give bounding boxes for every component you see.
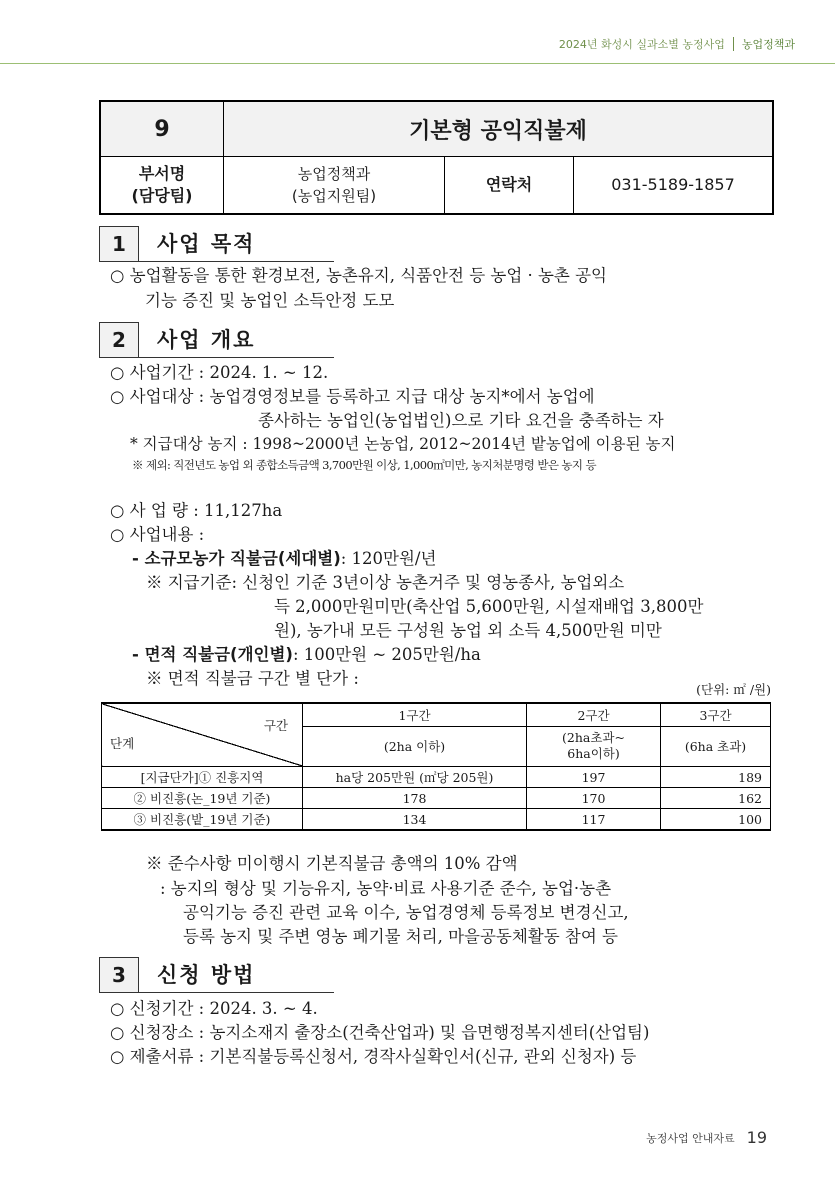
- overview-note-1: * 지급대상 농지 : 1998~2000년 논농업, 2012~2014년 밭농업에 이용된 농지: [130, 435, 676, 453]
- overview-target-1: ○ 사업대상 : 농업경영정보를 등록하고 지급 대상 농지*에서 농업에: [110, 387, 595, 406]
- dept-label-line2: (담당팀): [131, 186, 193, 205]
- row-zone1: ha당 205만원 (㎡당 205원): [303, 767, 527, 788]
- criteria-line-2: 득 2,000만원미만(축산업 5,600만원, 시설재배업 3,800만: [274, 597, 704, 616]
- section-heading-overview: [99, 322, 255, 358]
- table-row: [102, 788, 771, 809]
- row-zone3: 189: [661, 767, 771, 788]
- zone-range-3: (6ha 초과): [661, 726, 771, 766]
- header-doc-title: 2024년 화성시 실과소별 농정사업: [558, 38, 725, 51]
- purpose-line-2: 기능 증진 및 농업인 소득안정 도모: [145, 291, 395, 310]
- zone-range-2-line1: (2ha초과~: [562, 730, 625, 746]
- contact-value: 031-5189-1857: [574, 157, 774, 215]
- program-info-table: [99, 100, 774, 215]
- footer-title: 농정사업 안내자료: [646, 1131, 735, 1145]
- zone-range-1: (2ha 이하): [303, 726, 527, 766]
- overview-note-2: ※ 제외: 직전년도 농업 외 종합소득금액 3,700만원 이상, 1,000㎡미만, 농지처분명령 받은 농지 등: [132, 458, 596, 472]
- criteria-line-1: ※ 지급기준: 신청인 기준 3년이상 농촌거주 및 영농종사, 농업외소: [146, 573, 625, 592]
- table-row: [102, 809, 771, 831]
- section-underline: [139, 357, 334, 358]
- small-farm-payment: [132, 545, 436, 569]
- program-number: 9: [100, 101, 224, 157]
- area-payment: [132, 641, 481, 665]
- rate-table: [101, 702, 771, 831]
- row-zone3: 162: [661, 788, 771, 809]
- section-title: 신청 방법: [157, 963, 256, 987]
- zone-header-1: 1구간: [303, 703, 527, 726]
- row-label: ③ 비진흥(밭_19년 기준): [102, 809, 303, 831]
- corner-zone-label: 구간: [263, 718, 288, 733]
- apply-place: ○ 신청장소 : 농지소재지 출장소(건축산업과) 및 읍면행정복지센터(산업팀): [110, 1023, 650, 1042]
- header-section-name: 농업정책과: [741, 38, 795, 51]
- row-zone2: 170: [527, 788, 661, 809]
- table-row: [102, 767, 771, 788]
- section-title: 사업 개요: [157, 328, 256, 352]
- contact-label: 연락처: [445, 157, 574, 215]
- row-zone2: 197: [527, 767, 661, 788]
- row-label: [지급단가]① 진흥지역: [102, 767, 303, 788]
- header-divider: [733, 37, 734, 51]
- row-label: ② 비진흥(논_19년 기준): [102, 788, 303, 809]
- overview-target-2: 종사하는 농업인(농업법인)으로 기타 요건을 충족하는 자: [258, 411, 664, 430]
- purpose-line-1: ○ 농업활동을 통한 환경보전, 농촌유지, 식품안전 등 농업 · 농촌 공익: [110, 266, 607, 285]
- row-zone3: 100: [661, 809, 771, 831]
- rate-table-corner: [102, 703, 303, 767]
- overview-amount: ○ 사 업 량 : 11,127ha: [110, 501, 283, 520]
- overview-content: ○ 사업내용 :: [110, 525, 205, 544]
- rate-note: ※ 면적 직불금 구간 별 단가 :: [146, 669, 359, 688]
- small-farm-label: - 소규모농가 직불금(세대별): [132, 549, 341, 568]
- zone-range-2-line2: 6ha이하): [567, 746, 620, 762]
- section-number: 3: [99, 957, 139, 993]
- corner-stage-label: 단계: [110, 736, 135, 751]
- compliance-line-3: 공익기능 증진 관련 교육 이수, 농업경영체 등록정보 변경신고,: [183, 903, 629, 922]
- zone-range-2: [527, 726, 661, 766]
- page-header: [559, 36, 795, 52]
- row-zone2: 117: [527, 809, 661, 831]
- apply-documents: ○ 제출서류 : 기본직불등록신청서, 경작사실확인서(신규, 관외 신청자) 등: [110, 1047, 637, 1066]
- area-payment-label: - 면적 직불금(개인별): [132, 645, 293, 664]
- program-title: 기본형 공익직불제: [224, 101, 774, 157]
- dept-label-line1: 부서명: [138, 164, 186, 183]
- area-payment-value: : 100만원 ~ 205만원/ha: [292, 645, 481, 664]
- dept-value-line1: 농업정책과: [297, 165, 371, 183]
- header-rule: [0, 63, 835, 64]
- row-zone1: 134: [303, 809, 527, 831]
- compliance-line-1: ※ 준수사항 미이행시 기본직불금 총액의 10% 감액: [146, 854, 518, 873]
- zone-header-2: 2구간: [527, 703, 661, 726]
- section-heading-apply: [99, 957, 255, 993]
- small-farm-value: : 120만원/년: [340, 549, 437, 568]
- dept-value-line2: (농업지원팀): [291, 187, 377, 205]
- page-number: 19: [746, 1128, 767, 1147]
- section-heading-purpose: [99, 226, 255, 262]
- overview-period: ○ 사업기간 : 2024. 1. ~ 12.: [110, 363, 329, 382]
- unit-label: (단위: ㎡ /원): [696, 682, 771, 697]
- section-title: 사업 목적: [157, 232, 256, 256]
- apply-period: ○ 신청기간 : 2024. 3. ~ 4.: [110, 999, 318, 1018]
- compliance-line-2: : 농지의 형상 및 기능유지, 농약·비료 사용기준 준수, 농업·농촌: [160, 879, 612, 898]
- section-number: 2: [99, 322, 139, 358]
- section-underline: [139, 992, 334, 993]
- compliance-line-4: 등록 농지 및 주변 영농 폐기물 처리, 마을공동체활동 참여 등: [183, 927, 618, 946]
- page-footer: [646, 1128, 767, 1147]
- dept-value: [224, 157, 445, 215]
- row-zone1: 178: [303, 788, 527, 809]
- dept-label: [100, 157, 224, 215]
- zone-header-3: 3구간: [661, 703, 771, 726]
- section-number: 1: [99, 226, 139, 262]
- criteria-line-3: 원), 농가내 모든 구성원 농업 외 소득 4,500만원 미만: [274, 621, 662, 640]
